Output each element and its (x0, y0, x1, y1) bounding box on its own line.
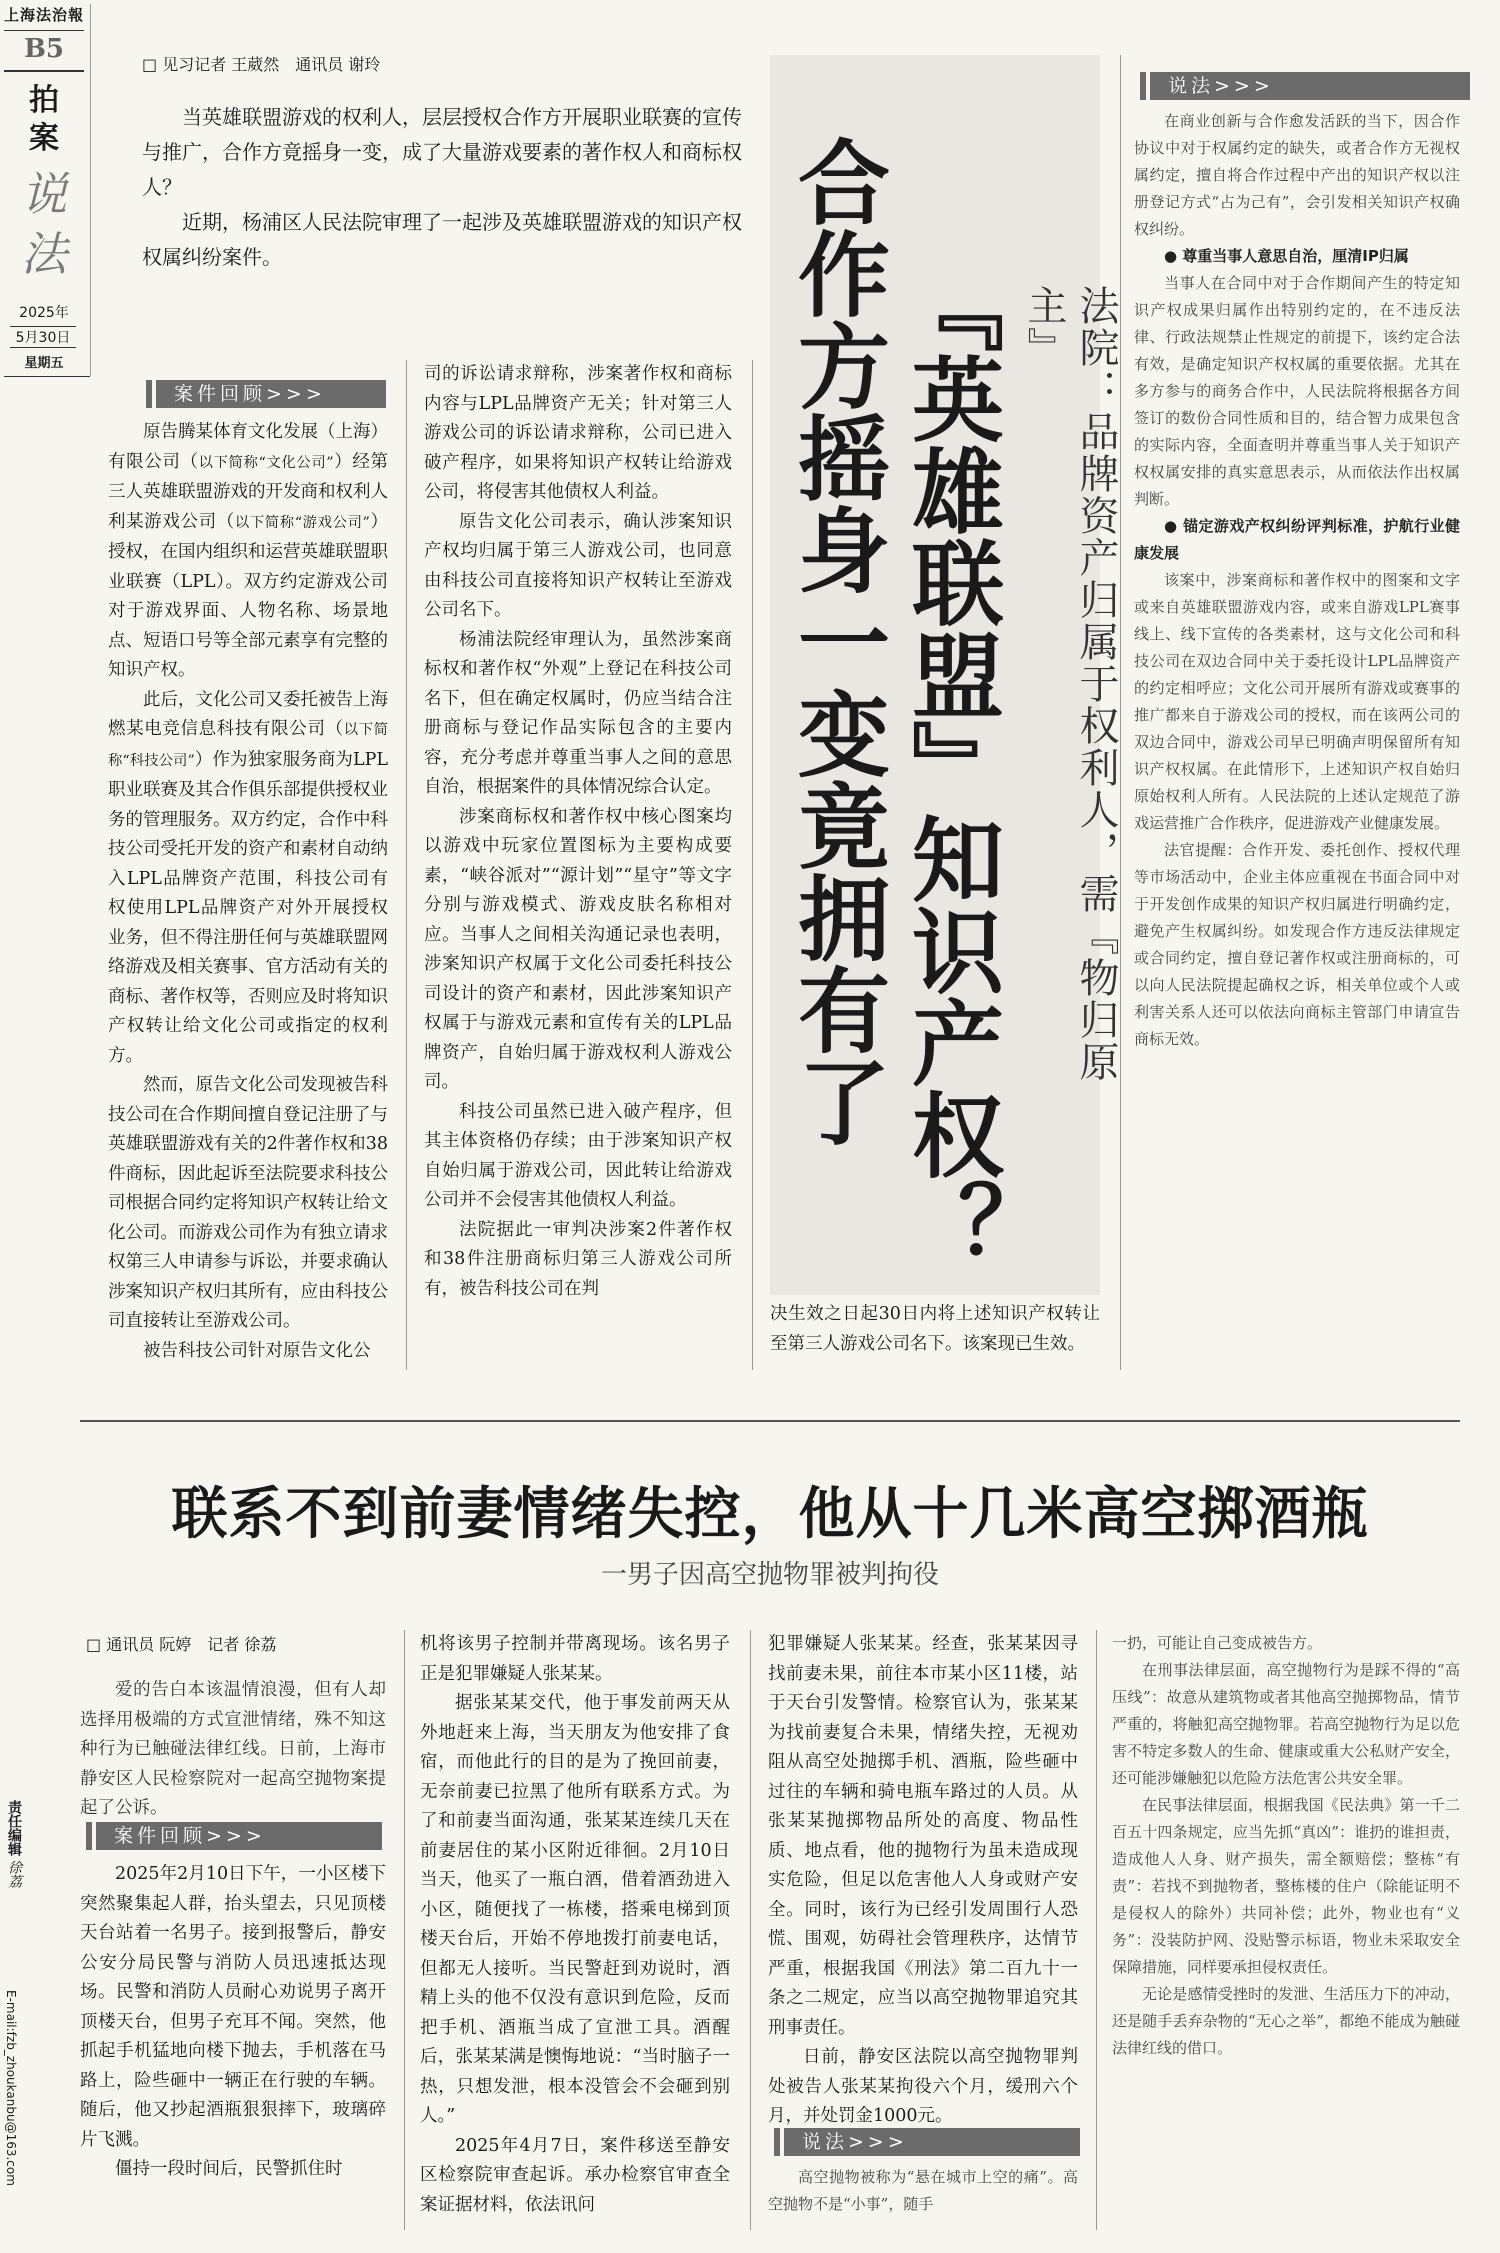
article1-column-1 (108, 418, 388, 1366)
date-md: 5月30日 (10, 326, 76, 348)
a2-lede: 爱的告白本该温情浪漫，但有人却选择用极端的方式宣泄情绪，殊不知这种行为已触碰法律红线。日前，上海市静安区人民检察院对一起高空抛物案提起了公诉。 (80, 1680, 386, 1818)
masthead-rule-2 (4, 70, 84, 72)
col2-para: 司的诉讼请求辩称，涉案著作权和商标内容与LPL品牌资产无关；针对第三人游戏公司的诉讼请求辩称，公司已进入破产程序，如果将知识产权转让给游戏公司，将侵害其他债权人利益。 (424, 364, 732, 502)
a2-col2-para: 机将该男子控制并带离现场。该名男子正是犯罪嫌疑人张某某。 (420, 1634, 730, 1684)
a2-col4-para: 在刑事法律层面，高空抛物行为是踩不得的“高压线”：故意从建筑物或者其他高空抛掷物品，情节严重的，将触犯高空抛物罪。若高空抛物行为足以危害不特定多数人的生命、健康或重大公私财产安全，还可能涉嫌触犯以危险方法危害公共安全罪。 (1112, 1661, 1460, 1787)
col-divider (752, 360, 753, 1370)
comment-para: 法官提醒：合作开发、委托创作、授权代理等市场活动中，企业主体应重视在书面合同中对于开发创作成果的知识产权归属进行明确约定，避免产生权属纠纷。如发现合作方违反法律规定或合同约定，擅自登记著作权或注册商标的，可以向人民法院提起确权之诉，相关单位或个人或利害关系人还可以依法向商标主管部门申请宣告商标无效。 (1134, 841, 1460, 1048)
col2-para: 杨浦法院经审理认为，虽然涉案商标权和著作权“外观”上登记在科技公司名下，但在确定权属时，仍应当结合注册商标与登记作品实际包含的主要内容，充分考虑并尊重当事人之间的意思自治，根据案件的具体情况综合认定。 (424, 629, 732, 797)
editor-credit (4, 1800, 24, 1980)
a2-col2-para: 据张某某交代，他于事发前两天从外地赶来上海，当天朋友为他安排了食宿，而他此行的目的是为了挽回前妻，无奈前妻已拉黑了他所有联系方式。为了和前妻当面沟通，张某某连续几天在前妻居住的某小区附近徘徊。2月10日当天，他买了一瓶白酒，借着酒劲进入小区，随便找了一栋楼，搭乘电梯到顶楼天台后，开始不停地拨打前妻电话，但都无人接听。当民警赶到劝说时，酒精上头的他不仅没有意识到危险，反而把手机、酒瓶当成了宣泄工具。酒醒后，张某某满是懊悔地说：“当时脑子一热，只想发泄，根本没管会不会砸到别人。” (420, 1693, 730, 2126)
headline-main-col2: 合作方摇身一变竟拥有了 (783, 135, 890, 1147)
lede-paragraph: 近期，杨浦区人民法院审理了一起涉及英雄联盟游戏的知识产权权属纠纷案件。 (142, 210, 742, 269)
article2-column-3 (768, 1630, 1078, 2132)
a2-col4-para: 在民事法律层面，根据我国《民法典》第一千二百五十四条规定，应当先抓“真凶”：谁扔的谁担责，造成他人人身、财产损失，需全额赔偿；整栋“有责”：若找不到抛物者，整栋楼的住户（除能证明不是侵权人的除外）共同补偿；此外，物业也有“义务”：没装防护网、没贴警示标语，物业未采取安全保障措施，同样要承担侵权责任。 (1112, 1796, 1460, 1976)
section-char-2: 案 (29, 121, 59, 156)
editor-label: 责任编辑 (6, 1800, 22, 1856)
paper-name: 上海法治報 (4, 6, 85, 24)
comment-subhead: ● 锚定游戏产权纠纷评判标准，护航行业健康发展 (1134, 517, 1460, 562)
col3-para: 决生效之日起30日内将上述知识产权转让至第三人游戏公司名下。该案现已生效。 (770, 1304, 1100, 1354)
weekday: 星期五 (24, 356, 64, 371)
column-name (4, 164, 84, 284)
a2-col2-para: 2025年4月7日，案件移送至静安区检察院审查起诉。承办检察官审查全案证据材料，依法讯问 (420, 2135, 730, 2215)
headline-main-col1: 『英雄联盟』知识产权？ (897, 260, 1004, 1272)
editor-name: 徐荔 (6, 1860, 22, 1888)
article1-case-label: 案件回顾>>> (156, 380, 386, 408)
comment-para: 在商业创新与合作愈发活跃的当下，因合作协议中对于权属约定的缺失，或者合作方无视权属约定，擅自将合作过程中产出的知识产权以注册登记方式“占为己有”，会引发相关知识产权确权纠纷。 (1134, 112, 1460, 238)
column-char-2: 法 (21, 227, 67, 281)
col-divider (750, 1630, 751, 2230)
date-year: 2025年 (19, 305, 69, 321)
article2-subheadline: 一男子因高空抛物罪被判拘役 (600, 1560, 939, 1590)
article1-lede (142, 100, 742, 275)
a2-comment-para: 高空抛物被称为“悬在城市上空的痛”。高空抛物不是“小事”，随手 (768, 2168, 1078, 2213)
col2-para: 涉案商标权和著作权中核心图案均以游戏中玩家位置图标为主要构成要素，“峡谷派对”“源计划”“星守”等文字分别与游戏模式、游戏皮肤名称相对应。当事人之间相关沟通记录也表明，涉案知识产权属于文化公司委托科技公司设计的资产和素材，因此涉案知识产权属于与游戏元素和宣传有关的LPL品牌资产，自始归属于游戏权利人游戏公司。 (424, 806, 732, 1092)
a2-col3-para: 犯罪嫌疑人张某某。经查，张某某因寻找前妻未果，前往本市某小区11楼，站于天台引发警情。检察官认为，张某某为找前妻复合未果，情绪失控，无视劝阻从高空处抛掷手机、酒瓶，险些砸中过往的车辆和骑电瓶车路过的人员。从张某某抛掷物品所处的高度、物品性质、地点看，他的抛物行为虽未造成现实危险，但足以危害他人人身或财产安全。同时，该行为已经引发周围行人恐慌、围观，妨碍社会管理秩序，达情节严重，根据我国《刑法》第二百九十一条之二规定，应当以高空抛物罪追究其刑事责任。 (768, 1634, 1078, 2038)
masthead-bottom-rule (4, 376, 90, 377)
article2-column-4 (1112, 1630, 1460, 2062)
masthead-divider (90, 4, 91, 376)
a2-col1-para: 僵持一段时间后，民警抓住时 (115, 2159, 343, 2179)
editor-email[interactable]: E-mail:fzb_zhoukanbu@163.com (4, 1990, 18, 2186)
article2-byline: □ 通讯员 阮婷 记者 徐荔 (86, 1635, 277, 1654)
comment-subhead: ● 尊重当事人意思自治，厘清IP归属 (1164, 247, 1409, 265)
lede-paragraph: 当英雄联盟游戏的权利人，层层授权合作方开展职业联赛的宣传与推广，合作方竟摇身一变，成了大量游戏要素的著作权人和商标权人？ (142, 105, 742, 199)
col1-para-4: 被告科技公司针对原告文化公 (143, 1340, 371, 1361)
article2-headline: 联系不到前妻情绪失控，他从十几米高空掷酒瓶 (171, 1482, 1369, 1547)
headline-lead: 法院：品牌资产归属于权利人，需『物归原主』 (1021, 285, 1119, 1083)
a2-col3-para: 日前，静安区法院以高空抛物罪判处被告人张某某拘役六个月，缓刑六个月，并处罚金1000元。 (768, 2047, 1078, 2126)
article2-column-3-comment (768, 2164, 1078, 2218)
article2-column-1-body (80, 1860, 386, 2185)
col2-para: 法院据此一审判决涉案2件著作权和38件注册商标归第三人游戏公司所有，被告科技公司在判 (424, 1219, 732, 1299)
a2-col4-para: 无论是感情受挫时的发泄、生活压力下的冲动，还是随手丢弃杂物的“无心之举”，都绝不能成为触碰法律红线的借口。 (1112, 1985, 1460, 2057)
a2-col1-para: 2025年2月10日下午，一小区楼下突然聚集起人群，抬头望去，只见顶楼天台站着一名男子。接到报警后，静安公安分局民警与消防人员迅速抵达现场。民警和消防人员耐心劝说男子离开顶楼天台，但男子充耳不闻。突然，他抓起手机猛地向楼下抛去，手机落在马路上，险些砸中一辆正在行驶的车辆。随后，他又抄起酒瓶狠狠摔下，玻璃碎片飞溅。 (80, 1864, 386, 2150)
article1-column-2 (424, 360, 732, 1304)
comment-para: 当事人在合同中对于合作期间产生的特定知识产权成果归属作出特别约定的，在不违反法律、行政法规禁止性规定的前提下，该约定合法有效，是确定知识产权权属的重要依据。尤其在多方参与的商务合作中，人民法院将根据各方间签订的数份合同性质和目的，结合智力成果包含的实际内容，全面查明并尊重当事人关于知识产权权属安排的真实意思表示，从而依法作出权属判断。 (1134, 274, 1460, 508)
section-name (4, 82, 84, 158)
article2-comment-label: 说法>>> (784, 2128, 1080, 2156)
col2-para: 原告文化公司表示，确认涉案知识产权均归属于第三人游戏公司，也同意由科技公司直接将知识产权转让至游戏公司名下。 (424, 511, 732, 620)
article1-comment (1134, 108, 1460, 1053)
section-char-1: 拍 (29, 83, 59, 118)
col-divider (1120, 55, 1121, 1370)
col-divider (404, 1630, 405, 2230)
col-divider (1096, 1630, 1097, 2230)
a2-col4-para: 一扔，可能让自己变成被告方。 (1112, 1634, 1323, 1652)
column-char-1: 说 (21, 167, 67, 221)
article2-case-label: 案件回顾>>> (96, 1822, 382, 1850)
page-number: B5 (23, 34, 65, 64)
comment-para: 该案中，涉案商标和著作权中的图案和文字或来自英雄联盟游戏内容，或来自游戏LPL赛事线上、线下宣传的各类素材，这与文化公司和科技公司在双边合同中关于委托设计LPL品牌资产的约定相呼应；文化公司开展所有游戏或赛事的推广都来自于游戏公司的授权，而在该两公司的双边合同中，游戏公司早已明确声明保留所有知识产权权属。在此情形下，上述知识产权自始归原始权利人所有。人民法院的上述认定规范了游戏运营推广合作秩序，促进游戏产业健康发展。 (1134, 571, 1460, 832)
article1-headline-block (770, 55, 1119, 1295)
col1-para-2: 此后，文化公司又委托被告上海燃某电竞信息科技有限公司（以下简称“科技公司”）作为独家服务商为LPL职业联赛及其合作俱乐部提供授权业务的管理服务。双方约定，合作中科技公司受托开发的资产和素材自动纳入LPL品牌资产范围，科技公司有权使用LPL品牌资产对外开展授权业务，但不得注册任何与英雄联盟网络游戏及相关赛事、官方活动有关的商标、著作权等，否则应及时将知识产权转让给文化公司或指定的权利方。 (108, 689, 389, 1066)
article2-column-1 (80, 1676, 386, 1824)
masthead-rule (4, 30, 84, 31)
masthead (4, 4, 86, 376)
article1-byline: □ 见习记者 王葳然 通讯员 谢玲 (142, 55, 381, 74)
article1-comment-label: 说法>>> (1150, 72, 1470, 100)
col-divider (406, 360, 407, 1370)
col1-para-3: 然而，原告文化公司发现被告科技公司在合作期间擅自登记注册了与英雄联盟游戏有关的2件著作权和38件商标，因此起诉至法院要求科技公司根据合同约定将知识产权转让给文化公司。而游戏公司作为有独立请求权第三人申请参与诉讼，并要求确认涉案知识产权归其所有，应由科技公司直接转让至游戏公司。 (108, 1075, 388, 1331)
article-divider (80, 1420, 1460, 1422)
article2-column-2 (420, 1630, 730, 2220)
col1-para-1: 原告腾某体育文化发展（上海）有限公司（以下简称“文化公司”）经第三人英雄联盟游戏的开发商和权利人利某游戏公司（以下简称“游戏公司”）授权，在国内组织和运营英雄联盟职业联赛（LPL）。双方约定游戏公司对于游戏界面、人物名称、场景地点、短语口号等全部元素享有完整的知识产权。 (108, 422, 389, 680)
article1-column-3-tail (770, 1300, 1100, 1359)
col2-para: 科技公司虽然已进入破产程序，但其主体资格仍存续；由于涉案知识产权自始归属于游戏公司，因此转让给游戏公司并不会侵害其他债权人利益。 (424, 1101, 732, 1210)
